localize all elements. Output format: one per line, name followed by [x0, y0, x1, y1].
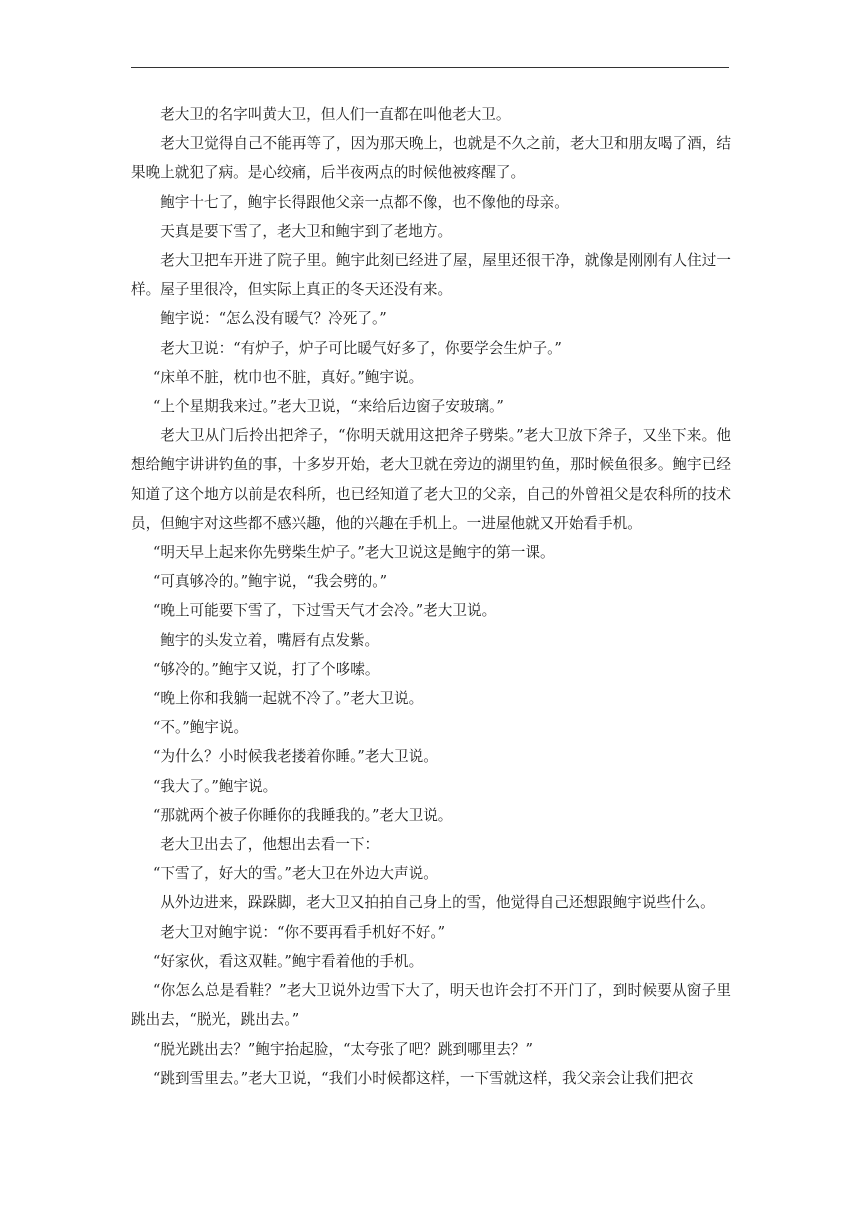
paragraph: “晚上可能要下雪了，下过雪天气才会冷。”老大卫说。 [152, 602, 497, 620]
paragraph: “下雪了，好大的雪。”老大卫在外边大声说。 [152, 865, 438, 883]
paragraph: “那就两个被子你睡你的我睡我的。”老大卫说。 [152, 806, 453, 824]
paragraph: “晚上你和我躺一起就不冷了。”老大卫说。 [152, 690, 424, 708]
paragraph: “可真够冷的。”鲍宇说，“我会劈的。” [152, 573, 388, 591]
paragraph: “为什么？小时候我老搂着你睡。”老大卫说。 [152, 748, 438, 766]
paragraph: “脱光跳出去？”鲍宇抬起脸，“太夸张了吧？跳到哪里去？” [152, 1040, 533, 1058]
paragraph: 老大卫觉得自己不能再等了，因为那天晚上，也就是不久之前，老大卫和朋友喝了酒，结果晚上就犯了病。是心绞痛，后半夜两点的时候他被疼醒了。 [131, 135, 731, 182]
paragraph: “你怎么总是看鞋？”老大卫说外边雪下大了，明天也许会打不开门了，到时候要从窗子里跳出去，“脱光，跳出去。” [131, 982, 731, 1029]
paragraph: 老大卫从门后拎出把斧子，“你明天就用这把斧子劈柴。”老大卫放下斧子，又坐下来。他想给鲍宇讲讲钓鱼的事，十多岁开始，老大卫就在旁边的湖里钓鱼，那时候鱼很多。鲍宇已经知道了这个地方以前是农科所，也已经知道了老大卫的父亲，自己的外曾祖父是农科所的技术员，但鲍宇对这些都不感兴趣，他的兴趣在手机上。一进屋他就又开始看手机。 [131, 427, 731, 532]
paragraph: “跳到雪里去。”老大卫说，“我们小时候都这样，一下雪就这样，我父亲会让我们把衣 [152, 1069, 694, 1087]
paragraph: “好家伙，看这双鞋。”鲍宇看着他的手机。 [152, 952, 424, 970]
paragraph: “上个星期我来过。”老大卫说，“来给后边窗子安玻璃。” [152, 398, 504, 416]
paragraph: 鲍宇的头发立着，嘴唇有点发紫。 [160, 631, 380, 649]
paragraph: 从外边进来，跺跺脚，老大卫又拍拍自己身上的雪，他觉得自己还想跟鲍宇说些什么。 [160, 894, 715, 912]
paragraph: 鲍宇说：“怎么没有暖气？冷死了。” [160, 310, 387, 328]
story-text [131, 100, 731, 1093]
paragraph: 老大卫出去了，他想出去看一下： [160, 836, 380, 854]
paragraph: 老大卫的名字叫黄大卫，但人们一直都在叫他老大卫。 [160, 106, 511, 123]
header-rule [131, 67, 729, 68]
paragraph: “不。”鲍宇说。 [152, 719, 249, 737]
paragraph: 老大卫对鲍宇说：“你不要再看手机好不好。” [160, 923, 446, 941]
paragraph: 老大卫把车开进了院子里。鲍宇此刻已经进了屋，屋里还很干净，就像是刚刚有人住过一样。屋子里很冷，但实际上真正的冬天还没有来。 [131, 252, 731, 299]
paragraph: “明天早上起来你先劈柴生炉子。”老大卫说这是鲍宇的第一课。 [152, 544, 555, 562]
paragraph: 老大卫说：“有炉子，炉子可比暖气好多了，你要学会生炉子。” [160, 339, 562, 357]
paragraph: 天真是要下雪了，老大卫和鲍宇到了老地方。 [160, 222, 453, 240]
paragraph: 鲍宇十七了，鲍宇长得跟他父亲一点都不像，也不像他的母亲。 [160, 193, 569, 211]
paragraph: “床单不脏，枕巾也不脏，真好。”鲍宇说。 [152, 368, 424, 386]
paragraph: “我大了。”鲍宇说。 [152, 777, 278, 795]
paragraph: “够冷的。”鲍宇又说，打了个哆嗦。 [152, 660, 380, 678]
